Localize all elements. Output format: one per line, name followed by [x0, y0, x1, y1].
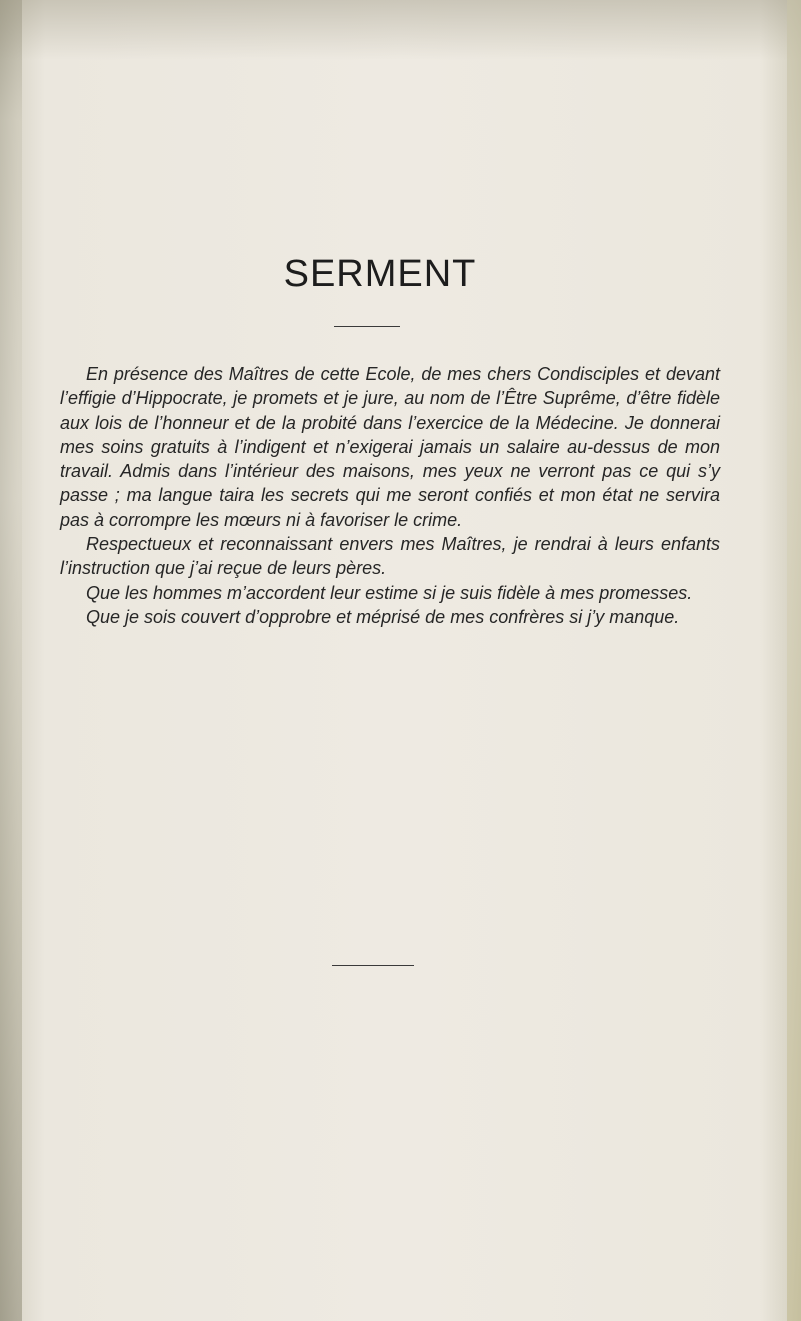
title-divider: [334, 326, 400, 327]
oath-paragraph-3: Que les hommes m’accordent leur estime si je suis fidèle à mes promesses.: [86, 582, 693, 603]
closing-divider: [332, 965, 414, 966]
page-edge-shadow-right: [787, 0, 801, 1321]
oath-paragraph-4: Que je sois couvert d’opprobre et méprisé de mes confrères si j’y manque.: [86, 606, 680, 627]
page-title: SERMENT: [283, 253, 477, 295]
oath-paragraph-2: Respectueux et reconnaissant envers mes Maîtres, je rendrai à leurs enfants l’instruction que j’ai reçue de leurs pères.: [60, 534, 720, 579]
page-edge-shadow-top: [0, 0, 801, 60]
oath-text: [60, 362, 720, 629]
oath-paragraph-1: En présence des Maîtres de cette Ecole, de mes chers Condisciples et devant l’effigie d’Hippocrate, je promets et je jure, au nom de l’Être Suprême, d’être fidèle aux lois de l’honneur et de la probité dans l’exercice de la Médecine. Je donnerai mes soins gratuits à l’indigent et n’exigerai jamais un salaire au-dessus de mon travail. Admis dans l’intérieur des maisons, mes yeux ne verront pas ce qui s’y passe ; ma langue taira les secrets qui me seront confiés et mon état ne servira pas à corrompre les mœurs ni à favoriser le crime.: [60, 364, 720, 530]
page-edge-shadow-left: [0, 0, 22, 1321]
